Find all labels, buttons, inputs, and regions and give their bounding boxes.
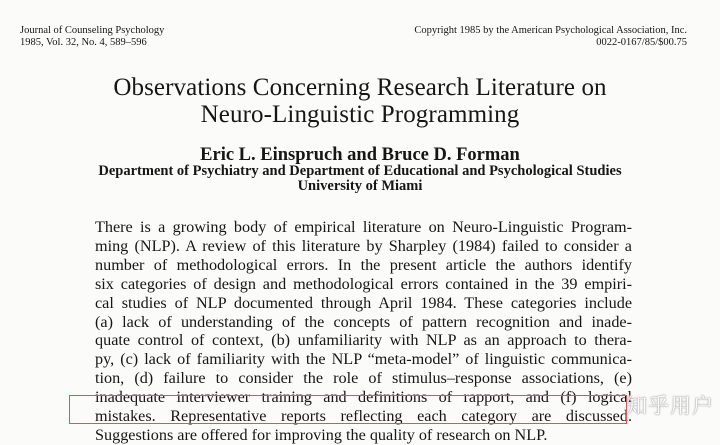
copyright-notice [414, 25, 687, 49]
abstract-line: (a) lack of understanding of the concepts of pattern recognition and inade- [95, 312, 632, 331]
author-names: Eric L. Einspruch and Bruce D. Forman [200, 145, 520, 165]
abstract-line: ming (NLP). A review of this literature by Sharpley (1984) failed to consider a [95, 236, 632, 255]
journal-citation [20, 25, 164, 49]
affiliation-line-2: University of Miami [297, 178, 423, 194]
abstract-line: mistakes. Representative reports reflecting each category are discussed. [95, 407, 632, 426]
affiliation-line-1: Department of Psychiatry and Department of Educational and Psychological Studies [98, 163, 622, 179]
abstract-line: py, (c) lack of familiarity with the NLP “meta-model” of linguistic communica- [95, 350, 632, 369]
journal-name: Journal of Counseling Psychology [20, 25, 165, 36]
abstract-line: six categories of design and methodological errors contained in the 39 empiri- [95, 274, 632, 293]
abstract-line: tion, (d) failure to consider the role of stimulus–response associations, (e) [95, 369, 632, 388]
journal-volume: 1985, Vol. 32, No. 4, 589–596 [20, 37, 147, 48]
title-line-2: Neuro-Linguistic Programming [200, 101, 520, 128]
watermark-logo: 知乎用户 [626, 394, 714, 418]
author-affiliation [0, 164, 720, 194]
copyright-line: Copyright 1985 by the American Psychological Association, Inc. [414, 25, 687, 36]
abstract-line: number of methodological errors. In the present article the authors identify [95, 255, 632, 274]
highlight-box [69, 395, 627, 424]
abstract-line: Suggestions are offered for improving the quality of research on NLP. [95, 425, 548, 444]
abstract-line: There is a growing body of empirical literature on Neuro-Linguistic Program- [95, 218, 632, 236]
abstract-line: cal studies of NLP documented through April 1984. These categories include [95, 293, 632, 312]
issn-line: 0022-0167/85/$00.75 [596, 37, 687, 48]
abstract-line: quate control of context, (b) unfamiliarity with NLP as an approach to thera- [95, 331, 632, 350]
title-line-1: Observations Concerning Research Literature on [113, 74, 607, 101]
article-title [0, 74, 720, 128]
abstract-line: inadequate interviewer training and definitions of rapport, and (f) logical [95, 388, 632, 407]
